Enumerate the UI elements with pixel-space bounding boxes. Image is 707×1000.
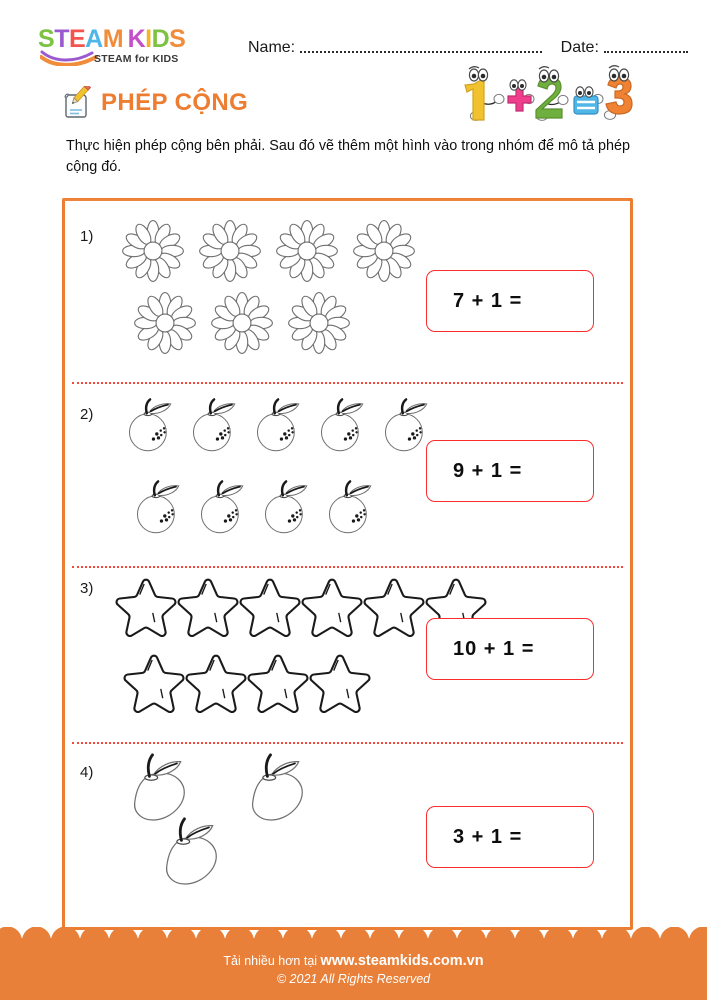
speckled-orange-fruit [248, 396, 306, 462]
mango-fruit [238, 750, 314, 831]
equation-text: 3 + 1 = [453, 825, 523, 848]
page-title: PHÉP CỘNG [101, 89, 249, 116]
speckled-orange-fruit [128, 478, 186, 544]
number-mascots-illustration [452, 62, 642, 128]
exercise-row [62, 566, 633, 742]
five-point-star [114, 576, 178, 642]
pencil-writing-on-paper-icon [58, 86, 92, 120]
five-point-star [308, 652, 372, 718]
logo-swoosh-icon [40, 48, 100, 66]
daisy-flower [353, 220, 415, 287]
footer-copyright: © 2021 All Rights Reserved [276, 972, 431, 986]
answer-box[interactable] [426, 806, 594, 868]
equation-text: 10 + 1 = [453, 637, 535, 660]
worksheet-title-row [58, 84, 248, 122]
exercise-number: 1) [80, 228, 94, 245]
five-point-star [184, 652, 248, 718]
equation-text: 9 + 1 = [453, 459, 523, 482]
exercise-number: 2) [80, 406, 94, 423]
exercise-number: 3) [80, 580, 94, 597]
speckled-orange-fruit [320, 478, 378, 544]
footer-website-line [0, 953, 707, 969]
worksheet-frame [62, 198, 633, 930]
mango-fruit [152, 814, 228, 895]
logo-letter: S [38, 25, 55, 53]
five-point-star [176, 576, 240, 642]
answer-box[interactable] [426, 270, 594, 332]
instruction-text: Thực hiện phép cộng bên phải. Sau đó vẽ thêm một hình vào trong nhóm để mô tả phép cộng đó. [66, 138, 631, 175]
logo-letter: E [68, 25, 86, 53]
logo-letter: D [151, 25, 170, 53]
name-date-fields [248, 33, 688, 57]
five-point-star [246, 652, 310, 718]
daisy-flower [288, 292, 350, 359]
five-point-star [362, 576, 426, 642]
logo-tagline: STEAM for KIDS [94, 53, 179, 65]
footer-prefix: Tải nhiều hơn tại [223, 954, 321, 968]
logo-letter: K [127, 25, 146, 53]
exercise-list [62, 198, 633, 930]
five-point-star [238, 576, 302, 642]
mascot-number-two [536, 67, 562, 118]
name-input[interactable] [300, 51, 542, 53]
speckled-orange-fruit [192, 478, 250, 544]
scalloped-edge-decoration [0, 927, 707, 941]
exercise-row [62, 742, 633, 930]
five-point-star [300, 576, 364, 642]
name-label: Name: [248, 39, 296, 56]
speckled-orange-fruit [312, 396, 370, 462]
speckled-orange-fruit [256, 478, 314, 544]
steam-kids-logo [38, 25, 234, 65]
daisy-flower [199, 220, 261, 287]
mascot-equals-sign [574, 87, 598, 114]
daisy-flower [134, 292, 196, 359]
answer-box[interactable] [426, 618, 594, 680]
mascot-number-one [465, 67, 488, 120]
speckled-orange-fruit [120, 396, 178, 462]
logo-letter: I [145, 25, 152, 53]
daisy-flower [276, 220, 338, 287]
logo-letter: M [102, 25, 124, 53]
logo-letter: S [169, 25, 186, 53]
exercise-row [62, 382, 633, 566]
date-input[interactable] [604, 51, 688, 53]
exercise-row [62, 198, 633, 382]
equation-text: 7 + 1 = [453, 289, 523, 312]
exercise-number: 4) [80, 764, 94, 781]
five-point-star [122, 652, 186, 718]
mascot-number-three [606, 66, 632, 114]
logo-letter: T [54, 25, 69, 53]
page-footer [0, 938, 707, 1000]
date-label: Date: [560, 39, 599, 56]
daisy-flower [122, 220, 184, 287]
logo-letter: A [85, 25, 103, 53]
daisy-flower [211, 292, 273, 359]
answer-box[interactable] [426, 440, 594, 502]
speckled-orange-fruit [184, 396, 242, 462]
mascot-plus-sign [508, 80, 531, 111]
footer-site-url[interactable]: www.steamkids.com.vn [320, 953, 484, 969]
